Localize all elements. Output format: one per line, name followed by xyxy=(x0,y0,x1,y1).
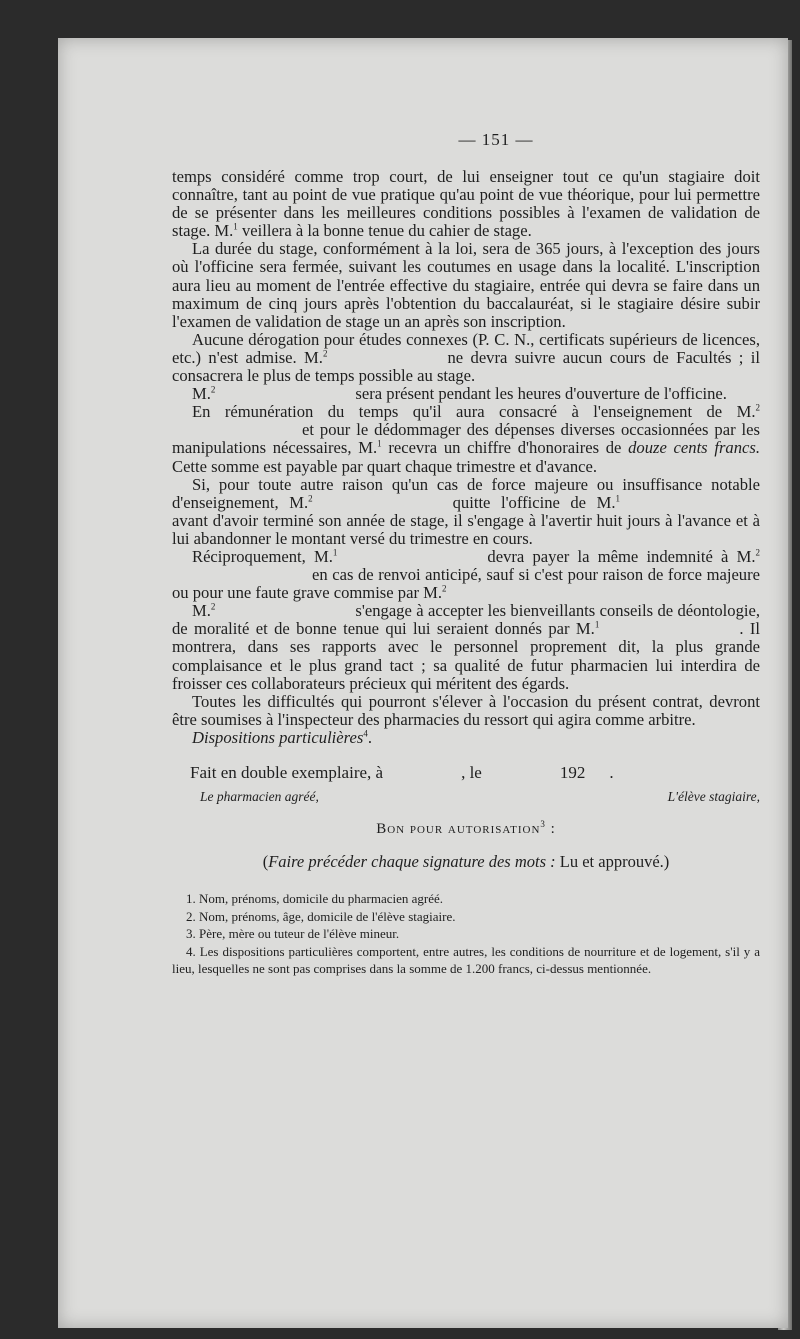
paragraph-6: Si, pour toute autre raison qu'un cas de force majeure ou insuffisance notable d'enseignement, M.$^2$ quitte l'officine de M.$^1$avant d'avoir terminé son année de stage, il s'engage à l'avertir huit jours à l'avance et à lui abandonner le montant versé du trimestre en cours. xyxy=(172,474,760,548)
eleve-label: L'élève stagiaire, xyxy=(667,789,760,804)
paragraph-8: M.$^2$ s'engage à accepter les bienveillants conseils de déontologie, de moralité et de bonne tenue qui lui seraient donnés par M.$^1$ . Il montrera, dans ses rapports avec le personnel proprement dit, la plus grande complaisance et le plus grand tact ; sa qualité de futur pharmacien lui interdira de froisser ces collaborateurs précieux qui méritent des égards. xyxy=(172,601,760,693)
bon-pour-autorisation: Bon pour autorisation$^3$ : xyxy=(376,819,556,837)
paragraph-2: La durée du stage, conformément à la loi, sera de 365 jours, à l'exception des jours où l'officine sera fermée, suivant les coutumes en usage dans la localité. L'inscription aura lieu au moment de l'entrée effective du stagiaire, entrée qui devra se faire dans un maximum de cinq jours après l'obtention du baccalauréat, si le stagiaire désire subir l'examen de validation de stage un an après son inscription. xyxy=(172,239,760,331)
page-text xyxy=(172,124,760,978)
paragraph-7: Réciproquement, M.$^1$ devra payer la même indemnité à M.$^2$en cas de renvoi anticipé, sauf si c'est pour raison de force majeure ou pour une faute grave commise par M.$^2$ xyxy=(172,546,760,603)
page-number: — 151 — xyxy=(458,130,534,149)
signature-roles xyxy=(172,789,760,805)
paragraph-9: Toutes les difficultés qui pourront s'élever à l'occasion du présent contrat, devront être soumises à l'inspecteur des pharmacies du ressort qui agira comme arbitre. xyxy=(172,691,760,729)
paragraph-4: M.$^2$ sera présent pendant les heures d'ouverture de l'officine. xyxy=(192,384,727,404)
footnote-3: 3. Père, mère ou tuteur de l'élève mineur. xyxy=(186,926,400,941)
footnote-4: 4. Les dispositions particulières comportent, entre autres, les conditions de nourriture et de logement, s'il y a lieu, lesquelles ne sont pas comprises dans la somme de 1.200 francs, ci-dessus mentionnée. xyxy=(172,943,760,976)
footnotes xyxy=(172,890,760,978)
paragraph-10: Dispositions particulières$^4$. xyxy=(192,727,372,747)
pharmacien-label: Le pharmacien agréé, xyxy=(200,789,319,804)
footnote-1: 1. Nom, prénoms, domicile du pharmacien agréé. xyxy=(186,891,444,906)
paragraph-1: temps considéré comme trop court, de lui enseigner tout ce qu'un stagiaire doit connaître, tant au point de vue pratique qu'au point de vue théorique, pour lui permettre de se présenter dans les meilleures conditions possibles à l'examen de validation de stage. M.$^1$ veillera à la bonne tenue du cahier de stage. xyxy=(172,167,760,241)
paragraph-5: En rémunération du temps qu'il aura consacré à l'enseignement de M.$^2$et pour le dédommager des dépenses diverses occasionnées par les manipulations nécessaires, M.$^1$ recevra un chiffre d'honoraires de douze cents francs. Cette somme est payable par quart chaque trimestre et d'avance. xyxy=(172,402,760,476)
paragraph-3: Aucune dérogation pour études connexes (P. C. N., certificats supérieurs de licences, etc.) n'est admise. M.$^2$ ne devra suivre aucun cours de Facultés ; il consacrera le plus de temps possible au stage. xyxy=(172,329,761,386)
footnote-2: 2. Nom, prénoms, âge, domicile de l'élève stagiaire. xyxy=(186,908,456,924)
signature-line: Fait en double exemplaire, à , le 192 . xyxy=(190,763,614,782)
faire-preceder: (Faire précéder chaque signature des mots : Lu et approuvé.) xyxy=(262,852,670,871)
contract-body xyxy=(172,168,760,747)
